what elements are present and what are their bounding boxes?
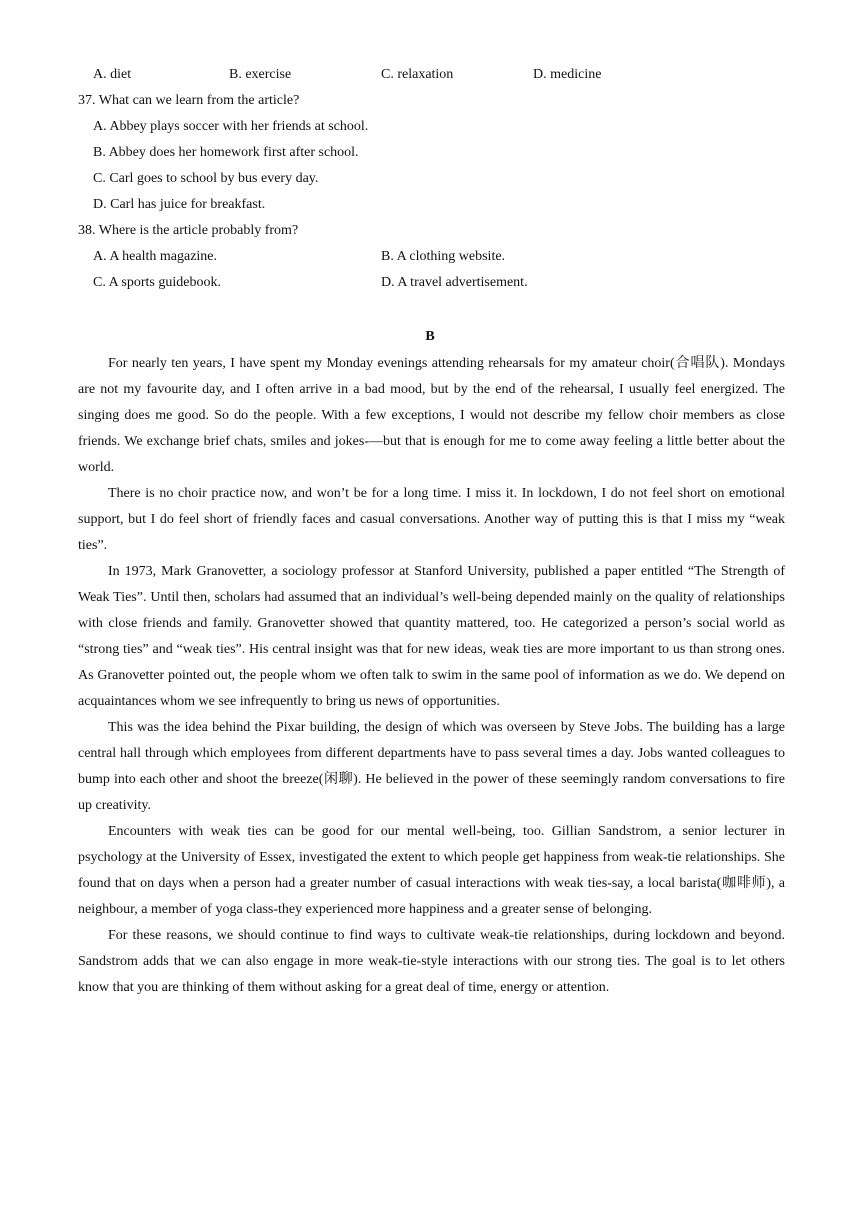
- q36-option-d: D. medicine: [533, 67, 602, 82]
- section-title: B: [425, 329, 435, 344]
- q38-option-b: B. A clothing website.: [381, 249, 506, 264]
- q37-option-a: A. Abbey plays soccer with her friends at school.: [93, 119, 369, 134]
- q38-option-c: C. A sports guidebook.: [93, 275, 221, 290]
- paragraph: For these reasons, we should continue to find ways to cultivate weak-tie relationships, during lockdown and beyond. Sandstrom adds that we can also engage in more weak-tie-style interactions with our strong ties. The goal is to let others know that you are thinking of them without asking for a great deal of time, energy or attention.: [78, 928, 785, 995]
- paragraph: In 1973, Mark Granovetter, a sociology professor at Stanford University, published a paper entitled “The Strength of Weak Ties”. Until then, scholars had assumed that an individual’s well-being depended mainly on the quality of relationships with close friends and family. Granovetter showed that quantity mattered, too. He categorized a person’s social world as “strong ties” and “weak ties”. His central insight was that for new ideas, weak ties are more important to us than strong ones. As Granovetter pointed out, the people whom we often talk to swim in the same pool of information as we do. We depend on acquaintances whom we see infrequently to bring us news of opportunities.: [78, 564, 785, 709]
- q36-option-c: C. relaxation: [381, 67, 454, 82]
- q38-option-d: D. A travel advertisement.: [381, 275, 528, 290]
- q38-option-a: A. A health magazine.: [93, 249, 218, 264]
- passage-body: [78, 351, 785, 1001]
- paragraph: Encounters with weak ties can be good for our mental well-being, too. Gillian Sandstrom, a senior lecturer in psychology at the University of Essex, investigated the extent to which people get happiness from weak-tie relationships. She found that on days when a person had a greater number of casual interactions with weak ties-say, a local barista(咖啡师), a neighbour, a member of yoga class-they experienced more happiness and a greater sense of belonging.: [78, 824, 785, 917]
- q37-option-c: C. Carl goes to school by bus every day.: [93, 171, 319, 186]
- q36-option-a: A. diet: [93, 67, 132, 82]
- paragraph: For nearly ten years, I have spent my Monday evenings attending rehearsals for my amateur choir(合唱队). Mondays are not my favourite day, and I often arrive in a bad mood, but by the end of the rehearsal, I usually feel energized. The singing does me good. So do the people. With a few exceptions, I would not describe my fellow choir members as close friends. We exchange brief chats, smiles and jokes-—but that is enough for me to come away feeling a little better about the world.: [78, 356, 785, 475]
- q37-option-b: B. Abbey does her homework first after school.: [93, 145, 359, 160]
- q36-option-b: B. exercise: [229, 67, 292, 82]
- q38-stem: 38. Where is the article probably from?: [78, 223, 299, 238]
- q37-stem: 37. What can we learn from the article?: [78, 93, 300, 108]
- paragraph: There is no choir practice now, and won’t be for a long time. I miss it. In lockdown, I do not feel short on emotional support, but I do feel short of friendly faces and casual conversations. Another way of putting this is that I miss my “weak ties”.: [78, 486, 785, 553]
- paragraph: This was the idea behind the Pixar building, the design of which was overseen by Steve Jobs. The building has a large central hall through which employees from different departments have to pass several times a day. Jobs wanted colleagues to bump into each other and shoot the breeze(闲聊). He believed in the power of these seemingly random conversations to fire up creativity.: [78, 720, 785, 813]
- q37-option-d: D. Carl has juice for breakfast.: [93, 197, 266, 212]
